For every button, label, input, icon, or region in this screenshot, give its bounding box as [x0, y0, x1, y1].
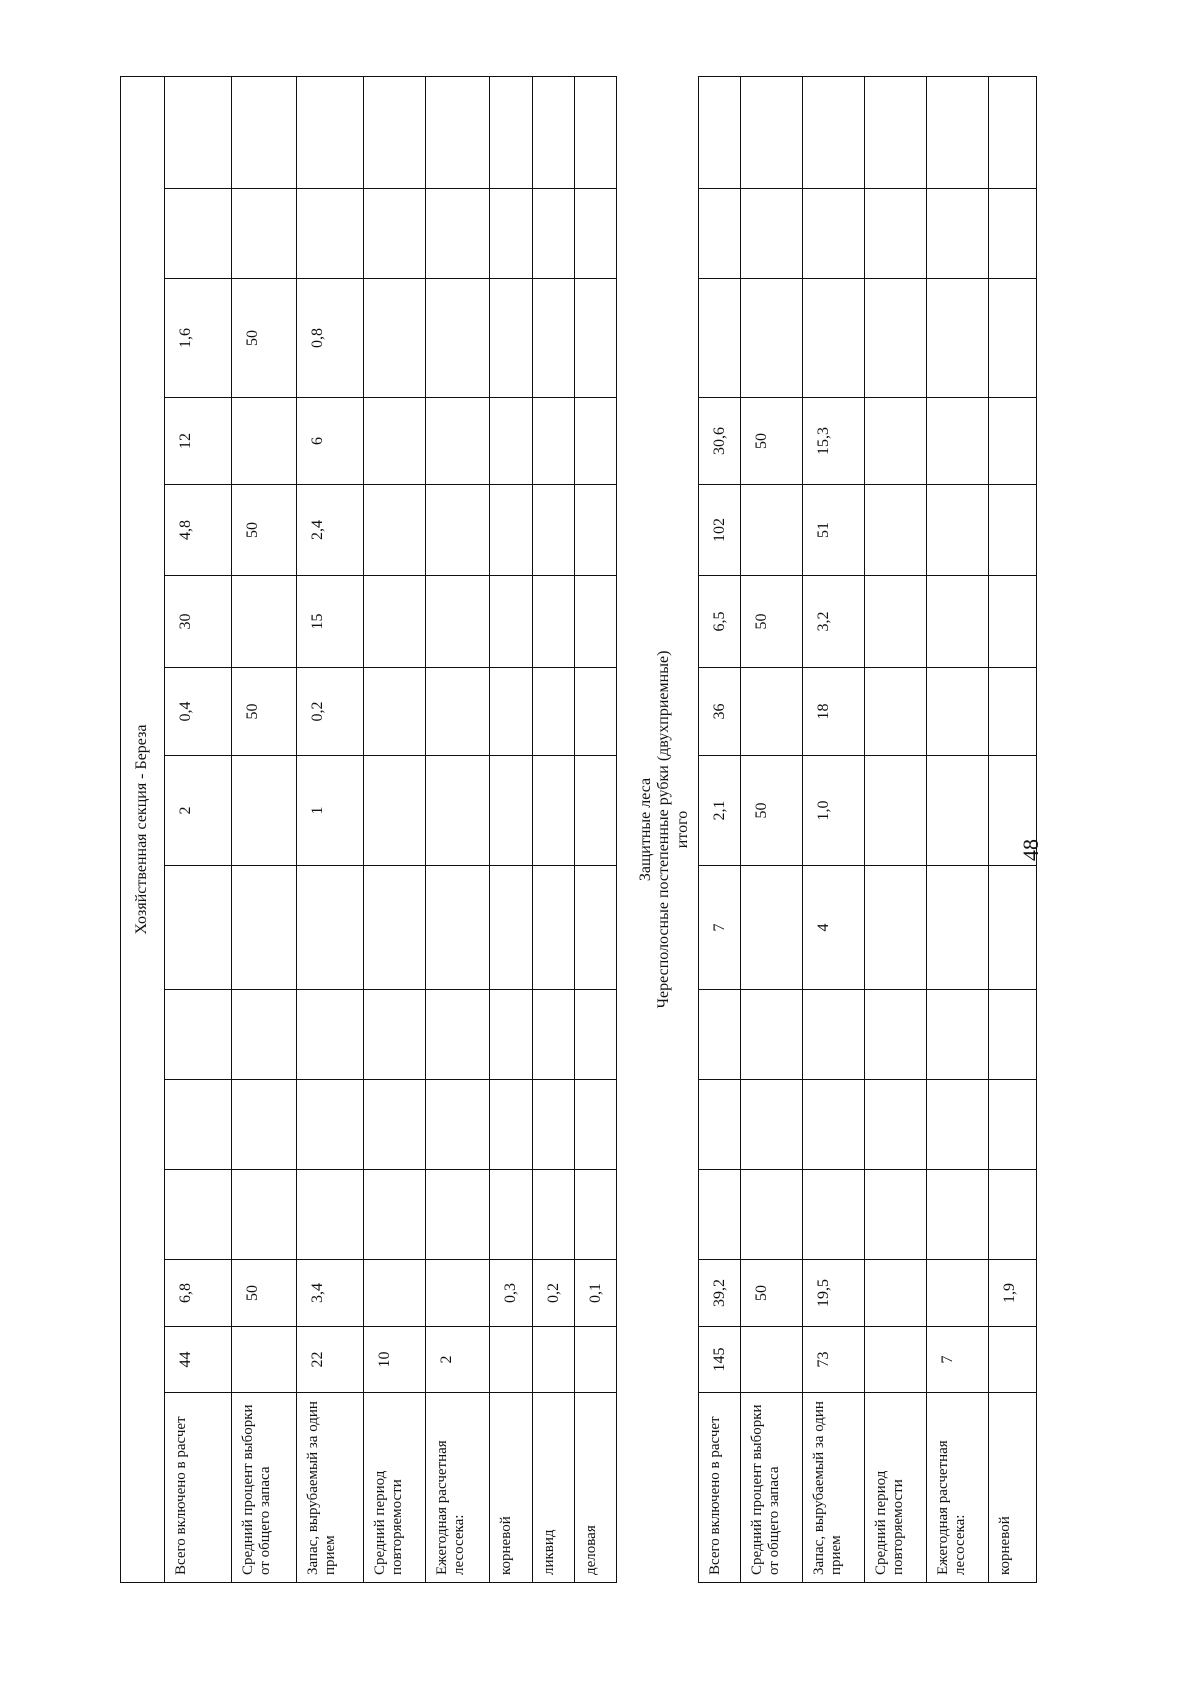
table-cell — [865, 279, 927, 398]
table-cell — [699, 279, 741, 398]
section-title-line: итого — [673, 810, 691, 849]
table-cell — [989, 1170, 1037, 1260]
table-cell: 1,6 — [165, 279, 232, 398]
table-cell: 102 — [699, 485, 741, 576]
table-row — [533, 76, 575, 1582]
table-cell — [927, 485, 989, 576]
table-cell — [533, 576, 575, 668]
table-cell — [490, 1327, 533, 1393]
table-cell: 145 — [699, 1327, 741, 1393]
table-cell: 4 — [803, 866, 865, 990]
table-cell — [490, 866, 533, 990]
table-cell — [533, 76, 575, 188]
table-cell — [699, 990, 741, 1080]
table-cell — [989, 576, 1037, 668]
table-cell — [741, 189, 803, 279]
table-cell — [297, 189, 364, 279]
table-cell — [575, 756, 617, 866]
table-cell — [575, 279, 617, 398]
table-cell — [575, 485, 617, 576]
table-cell — [575, 866, 617, 990]
row-label: корневой — [490, 1393, 533, 1583]
table-cell — [575, 1170, 617, 1260]
row-label: деловая — [575, 1393, 617, 1583]
table-cell — [364, 1260, 426, 1327]
table-cell — [165, 1080, 232, 1170]
row-label: Всего включено в расчет — [699, 1393, 741, 1583]
table-cell — [426, 576, 490, 668]
table-cell — [741, 1327, 803, 1393]
table-cell: 50 — [741, 398, 803, 485]
table-cell — [927, 398, 989, 485]
table-cell — [426, 756, 490, 866]
table-cell: 0,2 — [533, 1260, 575, 1327]
table-cell — [989, 1327, 1037, 1393]
section-header-row — [617, 76, 699, 1582]
table-cell — [699, 1080, 741, 1170]
table-cell — [803, 1080, 865, 1170]
table-cell — [297, 990, 364, 1080]
table-cell — [803, 76, 865, 188]
table-cell: 0,4 — [165, 668, 232, 756]
table-row — [865, 76, 927, 1582]
table-cell — [232, 1170, 297, 1260]
table-cell — [927, 1260, 989, 1327]
table-cell — [533, 866, 575, 990]
table-cell: 1 — [297, 756, 364, 866]
table-cell — [927, 756, 989, 866]
table-cell — [490, 576, 533, 668]
table-cell — [865, 485, 927, 576]
table-cell — [232, 756, 297, 866]
table-cell — [865, 1260, 927, 1327]
table-cell — [426, 398, 490, 485]
table-cell — [297, 76, 364, 188]
table-cell — [575, 1327, 617, 1393]
table-row — [364, 76, 426, 1582]
table-cell — [490, 189, 533, 279]
row-label: Средний процент выборки от общего запаса — [741, 1393, 803, 1583]
table-cell — [232, 866, 297, 990]
table-cell: 36 — [699, 668, 741, 756]
rotated-page — [120, 77, 1042, 1583]
table-cell: 50 — [232, 668, 297, 756]
table-cell — [741, 76, 803, 188]
table-cell — [232, 576, 297, 668]
table-cell — [575, 76, 617, 188]
table-cell — [297, 1170, 364, 1260]
table-row — [803, 76, 865, 1582]
table-cell — [699, 1170, 741, 1260]
table-cell — [297, 866, 364, 990]
table-cell — [989, 668, 1037, 756]
table-cell — [364, 76, 426, 188]
table-cell: 22 — [297, 1327, 364, 1393]
table-cell — [533, 189, 575, 279]
table-cell: 15 — [297, 576, 364, 668]
table-cell — [232, 1080, 297, 1170]
table-cell — [426, 279, 490, 398]
table-cell: 50 — [741, 1260, 803, 1327]
table-cell: 2 — [165, 756, 232, 866]
table-cell — [741, 1170, 803, 1260]
row-label: Всего включено в расчет — [165, 1393, 232, 1583]
table-cell — [232, 990, 297, 1080]
table-cell — [927, 76, 989, 188]
table-cell — [364, 866, 426, 990]
table-cell — [741, 279, 803, 398]
table-cell — [533, 668, 575, 756]
table-cell: 10 — [364, 1327, 426, 1393]
table-cell — [865, 1327, 927, 1393]
row-label: Ежегодная расчетная лесосека: — [927, 1393, 989, 1583]
table-cell — [699, 189, 741, 279]
table-cell — [490, 668, 533, 756]
table-cell — [927, 1170, 989, 1260]
table-cell — [699, 76, 741, 188]
table-row — [741, 76, 803, 1582]
table-cell: 19,5 — [803, 1260, 865, 1327]
table-cell — [232, 398, 297, 485]
table-cell — [575, 398, 617, 485]
table-cell: 2,1 — [699, 756, 741, 866]
table-cell — [533, 756, 575, 866]
table-cell — [927, 668, 989, 756]
table-cell — [490, 990, 533, 1080]
table-cell — [490, 76, 533, 188]
table-row — [699, 76, 741, 1582]
table-cell — [927, 576, 989, 668]
table-cell — [426, 1170, 490, 1260]
table-row — [927, 76, 989, 1582]
table-row — [232, 76, 297, 1582]
table-cell: 50 — [741, 576, 803, 668]
table-cell — [426, 485, 490, 576]
section-title-line: Чересполосные постепенные рубки (двухприемные) — [655, 650, 673, 1009]
row-label: Запас, вырубаемый за один прием — [803, 1393, 865, 1583]
table-cell — [533, 1327, 575, 1393]
table-cell — [741, 668, 803, 756]
table-cell: 18 — [803, 668, 865, 756]
table-cell — [165, 76, 232, 188]
table-cell — [989, 1080, 1037, 1170]
table-cell — [803, 1170, 865, 1260]
table-cell: 0,3 — [490, 1260, 533, 1327]
table-cell: 15,3 — [803, 398, 865, 485]
table-cell — [989, 189, 1037, 279]
row-label: корневой — [989, 1393, 1037, 1583]
table-cell — [927, 866, 989, 990]
table-cell — [575, 1080, 617, 1170]
table-cell — [989, 76, 1037, 188]
table-cell: 0,8 — [297, 279, 364, 398]
table-cell: 6 — [297, 398, 364, 485]
table-cell: 50 — [232, 279, 297, 398]
table-cell: 50 — [741, 756, 803, 866]
table-cell — [533, 1080, 575, 1170]
table-cell — [232, 189, 297, 279]
table-cell — [741, 866, 803, 990]
table-cell — [927, 189, 989, 279]
table-cell — [533, 398, 575, 485]
table-cell — [426, 1260, 490, 1327]
table-cell — [989, 279, 1037, 398]
table-cell — [426, 76, 490, 188]
table-cell — [989, 398, 1037, 485]
table-cell: 4,8 — [165, 485, 232, 576]
table-cell — [490, 756, 533, 866]
table-cell — [865, 990, 927, 1080]
table-cell — [490, 485, 533, 576]
table-cell — [575, 668, 617, 756]
table-cell — [364, 189, 426, 279]
table-cell — [741, 485, 803, 576]
table-cell — [865, 866, 927, 990]
table-cell: 7 — [699, 866, 741, 990]
row-label: ликвид — [533, 1393, 575, 1583]
table-cell — [803, 189, 865, 279]
row-label: Средний период повторяемости — [865, 1393, 927, 1583]
table-cell — [490, 1080, 533, 1170]
table-cell — [426, 189, 490, 279]
table-cell — [865, 756, 927, 866]
table-cell: 44 — [165, 1327, 232, 1393]
table-cell: 12 — [165, 398, 232, 485]
table-cell — [741, 990, 803, 1080]
section-title — [617, 76, 699, 1582]
table-cell: 1,9 — [989, 1260, 1037, 1327]
table-cell: 30,6 — [699, 398, 741, 485]
table-cell — [865, 576, 927, 668]
table-cell — [533, 990, 575, 1080]
page-number: 48 — [1018, 839, 1043, 861]
table-cell — [533, 485, 575, 576]
table-cell — [490, 279, 533, 398]
table-cell — [165, 866, 232, 990]
table-cell — [865, 1170, 927, 1260]
table-cell — [165, 189, 232, 279]
table-cell — [364, 1170, 426, 1260]
table-row — [575, 76, 617, 1582]
table-row — [297, 76, 364, 1582]
table-cell — [575, 990, 617, 1080]
table-cell — [865, 668, 927, 756]
table-row — [165, 76, 232, 1582]
table-cell: 50 — [232, 485, 297, 576]
table-cell: 1,0 — [803, 756, 865, 866]
table-cell — [426, 990, 490, 1080]
section-header-row — [121, 76, 165, 1582]
table-cell — [865, 76, 927, 188]
table-cell — [741, 1080, 803, 1170]
table-cell: 7 — [927, 1327, 989, 1393]
section-title: Хозяйственная секция - Береза — [121, 76, 165, 1582]
table-cell: 51 — [803, 485, 865, 576]
table-cell: 0,2 — [297, 668, 364, 756]
table-cell — [803, 990, 865, 1080]
table-cell — [575, 189, 617, 279]
table-cell — [165, 1170, 232, 1260]
table-cell — [364, 398, 426, 485]
table-cell — [364, 485, 426, 576]
table-cell: 0,1 — [575, 1260, 617, 1327]
table-cell — [232, 1327, 297, 1393]
table-cell — [865, 1080, 927, 1170]
table-cell: 30 — [165, 576, 232, 668]
table-cell — [865, 189, 927, 279]
table-cell — [426, 668, 490, 756]
table-cell — [364, 990, 426, 1080]
table-cell — [364, 279, 426, 398]
table-cell: 3,2 — [803, 576, 865, 668]
row-label: Запас, вырубаемый за один прием — [297, 1393, 364, 1583]
row-label: Ежегодная расчетная лесосека: — [426, 1393, 490, 1583]
table-cell — [364, 576, 426, 668]
table-cell — [426, 866, 490, 990]
table-cell — [927, 279, 989, 398]
table-cell — [989, 990, 1037, 1080]
table-cell — [490, 398, 533, 485]
table-cell — [533, 279, 575, 398]
table-cell: 73 — [803, 1327, 865, 1393]
table-cell — [803, 279, 865, 398]
row-label: Средний процент выборки от общего запаса — [232, 1393, 297, 1583]
table-cell — [364, 756, 426, 866]
table-cell — [533, 1170, 575, 1260]
table-row — [989, 76, 1037, 1582]
table-row — [426, 76, 490, 1582]
section-title-line: Защитные леса — [636, 777, 654, 882]
table-cell: 6,8 — [165, 1260, 232, 1327]
table-cell — [364, 668, 426, 756]
table-cell — [426, 1080, 490, 1170]
table-cell: 39,2 — [699, 1260, 741, 1327]
table-cell — [490, 1170, 533, 1260]
table-cell: 3,4 — [297, 1260, 364, 1327]
table-cell: 6,5 — [699, 576, 741, 668]
table-cell — [165, 990, 232, 1080]
table-cell: 2 — [426, 1327, 490, 1393]
table-cell — [927, 1080, 989, 1170]
row-label: Средний период повторяемости — [364, 1393, 426, 1583]
table-row — [490, 76, 533, 1582]
table-cell — [575, 576, 617, 668]
table-cell — [865, 398, 927, 485]
table-cell — [232, 76, 297, 188]
table-cell — [989, 866, 1037, 990]
table-cell — [297, 1080, 364, 1170]
table-cell — [927, 990, 989, 1080]
table-cell: 50 — [232, 1260, 297, 1327]
table-cell — [364, 1080, 426, 1170]
calculation-table — [120, 76, 1037, 1583]
table-cell — [989, 485, 1037, 576]
table-cell: 2,4 — [297, 485, 364, 576]
